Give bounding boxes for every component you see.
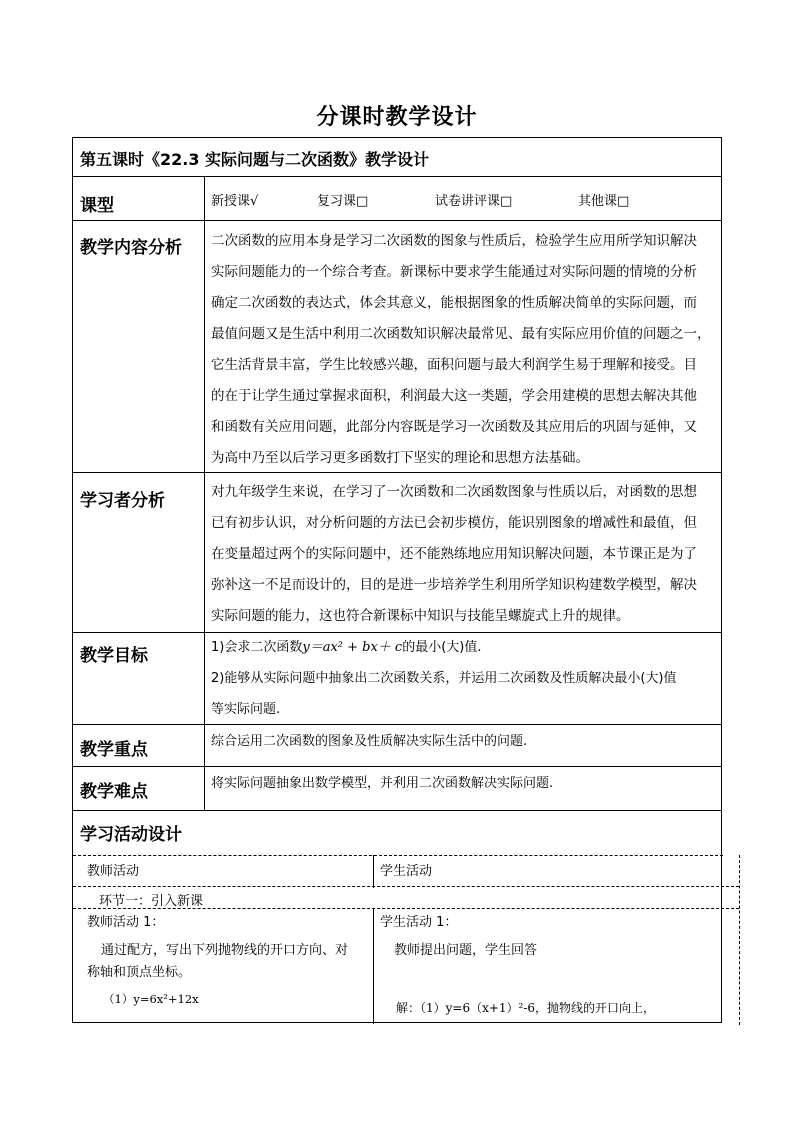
objectives-label: 教学目标: [80, 646, 148, 666]
text-line: 为高中乃至以后学习更多函数打下坚实的理论和思想方法基础。: [211, 450, 589, 466]
student-activity-1-text: 教师提出问题，学生回答: [394, 943, 538, 958]
activity-design-label: 学习活动设计: [80, 825, 182, 845]
objectives-text: [211, 632, 717, 725]
lesson-header: 第五课时《22.3 实际问题与二次函数》教学设计: [80, 150, 430, 169]
text-line: 实际问题的能力，这也符合新课标中知识与技能呈螺旋式上升的规律。: [211, 608, 630, 624]
teacher-formula: （1）y=6x²+12x: [103, 992, 199, 1006]
text-line: 二次函数的应用本身是学习二次函数的图象与性质后，检验学生应用所学知识解决: [211, 233, 697, 249]
row-divider: [73, 220, 721, 221]
text-line: 和函数有关应用问题，此部分内容既是学习一次函数及其应用后的巩固与延伸，又: [211, 419, 697, 435]
key-points-text: 综合运用二次函数的图象及性质解决实际生活中的问题.: [211, 734, 528, 749]
teacher-activity-header: 教师活动: [87, 864, 140, 879]
row-divider: [73, 886, 739, 887]
objective-line: 2)能够从实际问题中抽象出二次函数关系，并运用二次函数及性质解决最小(大)值: [211, 671, 677, 686]
text-line: 它生活背景丰富，学生比较感兴趣，面积问题与最大利润学生易于理解和接受。目: [211, 357, 697, 373]
difficulties-label: 教学难点: [80, 782, 148, 802]
text-line: 实际问题能力的一个综合考查。新课标中要求学生能通过对实际问题的情境的分析: [211, 264, 697, 280]
student-activity-1-title: 学生活动 1：: [380, 915, 458, 930]
lesson-type-option: 复习课□: [317, 194, 369, 209]
lesson-type-label: 课型: [80, 196, 114, 216]
row-divider: [73, 766, 721, 767]
section-title: 环节一：引入新课: [99, 894, 204, 909]
row-divider: [73, 724, 721, 725]
lesson-type-option: 试卷讲评课□: [435, 194, 513, 209]
row-divider: [73, 176, 721, 177]
column-divider: [204, 176, 205, 810]
teacher-activity-1-text: 称轴和顶点坐标。: [87, 965, 192, 980]
objective-line: 等实际问题.: [211, 702, 281, 717]
text-line: 的在于让学生通过掌握求面积，利润最大这一类题，学会用建模的思想去解决其他: [211, 388, 697, 404]
text-line: 弥补这一不足而设计的，目的是进一步培养学生利用所学知识构建数学模型，解决: [211, 577, 697, 593]
activity-column-divider: [373, 908, 374, 1024]
page-title: 分课时教学设计: [316, 105, 478, 130]
lesson-type-option: 新授课√: [211, 194, 259, 209]
content-analysis-text: [211, 226, 717, 474]
key-points-label: 教学重点: [80, 740, 148, 760]
objective-line: 1)会求二次函数y＝ax² + bx＋ c的最小(大)值.: [211, 640, 482, 655]
text-line: 已有初步认识，对分析问题的方法已会初步模仿，能识别图象的增减性和最值，但: [211, 515, 697, 531]
activity-table-top: [73, 855, 723, 856]
learner-analysis-text: [211, 477, 717, 632]
row-divider: [73, 472, 721, 473]
learner-analysis-label: 学习者分析: [80, 491, 165, 511]
text-line: 在变量超过两个的实际问题中，还不能熟练地应用知识解决问题，本节课正是为了: [211, 546, 697, 562]
activity-table-right: [739, 855, 740, 1025]
content-analysis-label: 教学内容分析: [80, 238, 182, 258]
row-divider: [73, 908, 739, 909]
activity-column-divider: [373, 855, 374, 888]
row-divider: [73, 810, 721, 811]
lesson-type-option: 其他课□: [578, 194, 630, 209]
teacher-activity-1-text: 通过配方，写出下列抛物线的开口方向、对: [101, 943, 349, 958]
difficulties-text: 将实际问题抽象出数学模型，并利用二次函数解决实际问题.: [211, 776, 554, 791]
text-line: 确定二次函数的表达式，体会其意义，能根据图象的性质解决简单的实际问题，而: [211, 295, 697, 311]
teacher-activity-1-title: 教师活动 1：: [87, 915, 165, 930]
student-activity-header: 学生活动: [380, 864, 433, 879]
text-line: 对九年级学生来说，在学习了一次函数和二次函数图象与性质以后，对函数的思想: [211, 484, 697, 500]
student-answer: 解：（1）y=6（x+1）²-6，抛物线的开口向上，: [396, 1001, 656, 1015]
text-line: 最值问题又是生活中利用二次函数知识解决最常见、最有实际应用价值的问题之一，: [211, 326, 711, 342]
lesson-plan-table: [72, 137, 722, 1023]
